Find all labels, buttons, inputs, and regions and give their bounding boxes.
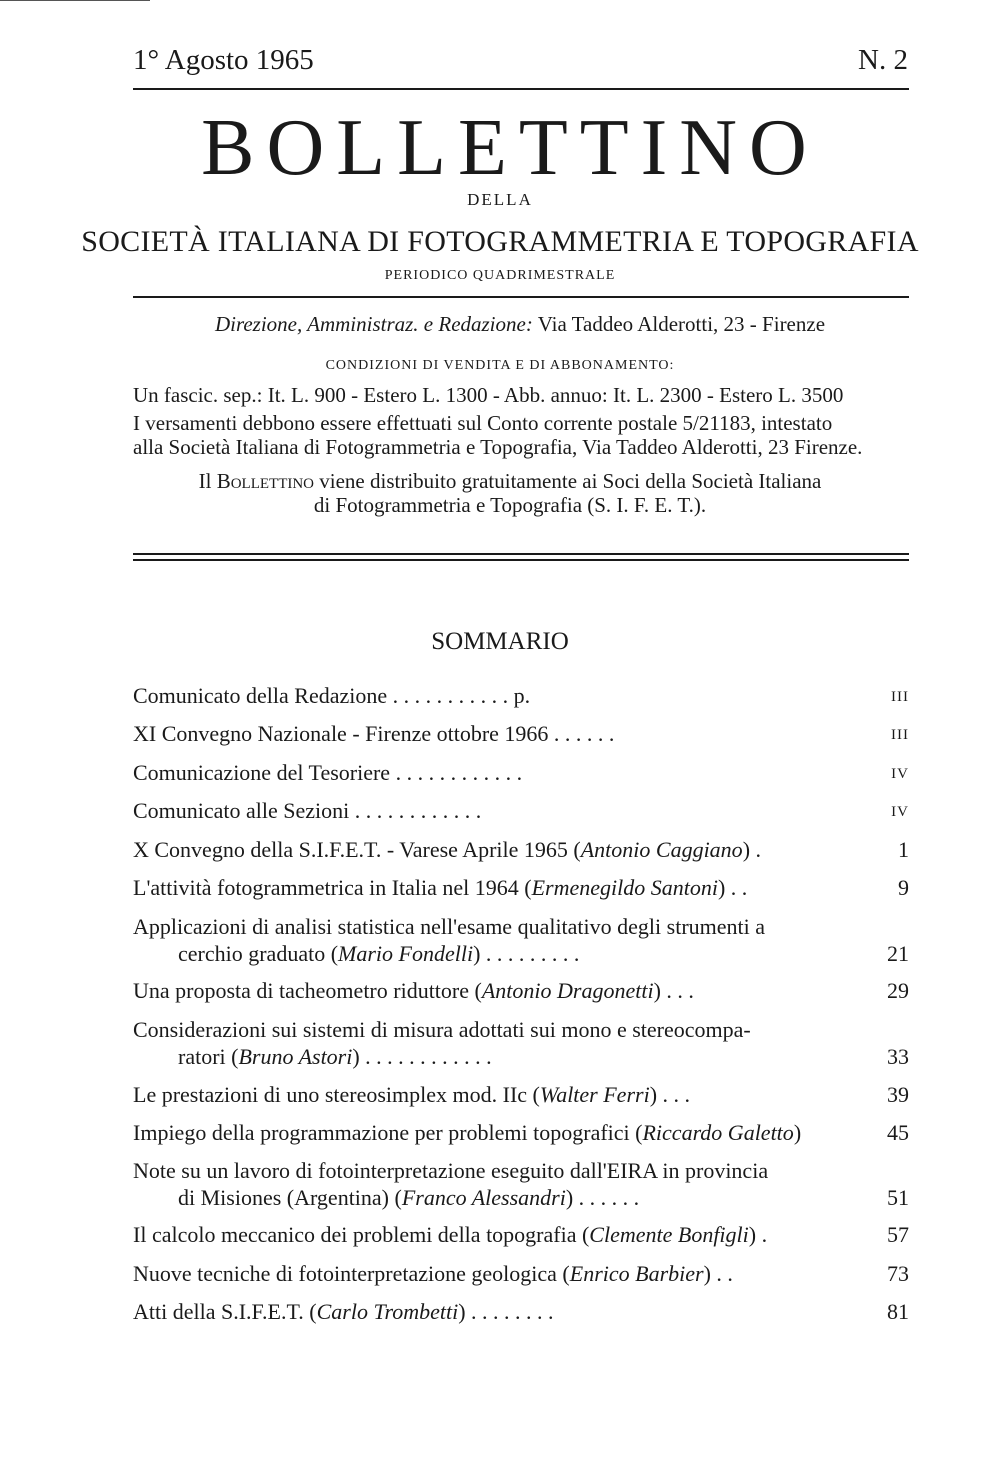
toc-entry-title-cont xyxy=(133,1043,894,1070)
double-rule-bottom xyxy=(133,559,909,561)
toc-title-text: Le prestazioni di uno stereosimplex mod. IIc ( xyxy=(133,1082,540,1107)
toc-entry-page: 21 xyxy=(887,941,909,966)
toc-entry-title: XI Convegno Nazionale - Firenze ottobre 1966 . . . . . . xyxy=(133,721,615,746)
toc-author: Enrico Barbier xyxy=(569,1261,704,1286)
contents-heading: SOMMARIO xyxy=(431,628,569,655)
della-label: DELLA xyxy=(467,190,533,209)
toc-entry-page: IV xyxy=(891,766,909,782)
toc-author: Antonio Dragonetti xyxy=(481,978,654,1003)
toc-title-text: Il calcolo meccanico dei problemi della topografia ( xyxy=(133,1222,590,1247)
toc-title-after: ) . . . . . . . . . . . . xyxy=(352,1044,492,1069)
toc-entry-page: 33 xyxy=(887,1044,909,1069)
toc-title-after: ) . . . . . . xyxy=(565,1185,640,1210)
toc-title-after: ) . . . . . . . . . xyxy=(473,941,580,966)
toc-entry-page: 51 xyxy=(887,1185,909,1210)
toc-entry-page: 9 xyxy=(898,875,909,900)
distribution-rest: viene distribuito gratuitamente ai Soci della Società Italiana xyxy=(314,469,822,493)
prices-line: Un fascic. sep.: It. L. 900 - Estero L. 1300 - Abb. annuo: It. L. 2300 - Estero L. 3500 xyxy=(133,383,844,407)
toc-title-after: ) xyxy=(793,1120,802,1145)
toc-entry-page: 1 xyxy=(898,837,909,862)
toc-title-text: Impiego della programmazione per problemi topografici ( xyxy=(133,1120,643,1145)
toc-title-text: L'attività fotogrammetrica in Italia nel 1964 ( xyxy=(133,875,532,900)
toc-author: Ermenegildo Santoni xyxy=(531,875,718,900)
toc-author: Clemente Bonfigli xyxy=(589,1222,749,1247)
conditions-heading: CONDIZIONI DI VENDITA E DI ABBONAMENTO: xyxy=(325,358,675,373)
toc-author: Riccardo Galetto xyxy=(642,1120,794,1145)
toc-title-after: ) . xyxy=(742,837,762,862)
toc-author: Antonio Caggiano xyxy=(580,837,743,862)
toc-entry-page: 57 xyxy=(887,1222,909,1247)
toc-entry-page: 29 xyxy=(887,978,909,1003)
periodicity-label: PERIODICO QUADRIMESTRALE xyxy=(384,268,616,283)
toc-author: Mario Fondelli xyxy=(338,941,474,966)
toc-entry-title xyxy=(133,977,849,1004)
toc-entry-page: 73 xyxy=(887,1261,909,1286)
distribution-line-2: di Fotogrammetria e Topografia (S. I. F. E. T.). xyxy=(313,493,707,517)
toc-author: Franco Alessandri xyxy=(401,1185,566,1210)
payment-line-1: I versamenti debbono essere effettuati sul Conto corrente postale 5/21183, intestato xyxy=(133,411,833,435)
toc-title-text: ratori ( xyxy=(178,1044,239,1069)
toc-entry-title xyxy=(133,1298,849,1325)
toc-title-after: ) . . . xyxy=(653,978,694,1003)
toc-entry-page: III xyxy=(891,727,909,743)
top-edge-line xyxy=(0,0,150,1)
toc-title-text: Una proposta di tacheometro riduttore ( xyxy=(133,978,482,1003)
toc-entry-title xyxy=(133,836,849,863)
toc-entry-title-cont xyxy=(133,940,894,967)
toc-entry-page: 81 xyxy=(887,1299,909,1324)
toc-entry-title: Applicazioni di analisi statistica nell'esame qualitativo degli strumenti a xyxy=(133,914,766,939)
toc-entry-title-cont xyxy=(133,1184,894,1211)
toc-title-after: ) . . . . . . . . xyxy=(458,1299,554,1324)
toc-author: Walter Ferri xyxy=(539,1082,650,1107)
toc-title-text: Nuove tecniche di fotointerpretazione geologica ( xyxy=(133,1261,570,1286)
toc-entry-title: Comunicazione del Tesoriere . . . . . . . . . . . . xyxy=(133,760,523,785)
distribution-prefix: Il xyxy=(198,469,217,493)
toc-entry-title xyxy=(133,1260,849,1287)
toc-entry-title: Considerazioni sui sistemi di misura adottati sui mono e stereocompa- xyxy=(133,1017,751,1042)
payment-line-2: alla Società Italiana di Fotogrammetria e Topografia, Via Taddeo Alderotti, 23 Firenze. xyxy=(133,435,863,459)
distribution-bollettino: Bollettino xyxy=(216,469,315,493)
toc-entry-page: 45 xyxy=(887,1120,909,1145)
editorial-address-label: Direzione, Amministraz. e Redazione: xyxy=(214,312,533,336)
journal-title: BOLLETTINO xyxy=(201,104,819,192)
toc-title-text: cerchio graduato ( xyxy=(178,941,339,966)
toc-title-text: X Convegno della S.I.F.E.T. - Varese Aprile 1965 ( xyxy=(133,837,581,862)
toc-title-after: ) . xyxy=(748,1222,768,1247)
toc-entry-page: III xyxy=(891,689,909,705)
header-rule xyxy=(133,88,909,90)
toc-entry-title: Comunicato della Redazione . . . . . . . . . . . p. xyxy=(133,683,531,708)
toc-title-after: ) . . xyxy=(717,875,748,900)
toc-entry-title xyxy=(133,874,849,901)
double-rule-top xyxy=(133,553,909,555)
toc-entry-page: 39 xyxy=(887,1082,909,1107)
toc-entry-page: IV xyxy=(891,804,909,820)
masthead-rule xyxy=(133,296,909,298)
toc-entry-title xyxy=(133,1221,849,1248)
toc-entry-title: Comunicato alle Sezioni . . . . . . . . . . . . xyxy=(133,798,482,823)
editorial-address-value: Via Taddeo Alderotti, 23 - Firenze xyxy=(532,312,826,336)
issue-date: 1° Agosto 1965 xyxy=(133,44,314,76)
toc-title-text: di Misiones (Argentina) ( xyxy=(178,1185,402,1210)
toc-entry-title xyxy=(133,1081,849,1108)
toc-author: Carlo Trombetti xyxy=(316,1299,459,1324)
editorial-address xyxy=(130,312,910,337)
toc-title-after: ) . . xyxy=(703,1261,733,1286)
society-name: SOCIETÀ ITALIANA DI FOTOGRAMMETRIA E TOPOGRAFIA xyxy=(81,225,919,258)
issue-number: N. 2 xyxy=(858,44,908,76)
toc-title-after: ) . . . xyxy=(649,1082,691,1107)
toc-entry-title xyxy=(133,1119,849,1146)
toc-title-text: Atti della S.I.F.E.T. ( xyxy=(133,1299,317,1324)
toc-entry-title: Note su un lavoro di fotointerpretazione eseguito dall'EIRA in provincia xyxy=(133,1158,769,1183)
distribution-line-1 xyxy=(150,469,870,493)
toc-author: Bruno Astori xyxy=(238,1044,353,1069)
